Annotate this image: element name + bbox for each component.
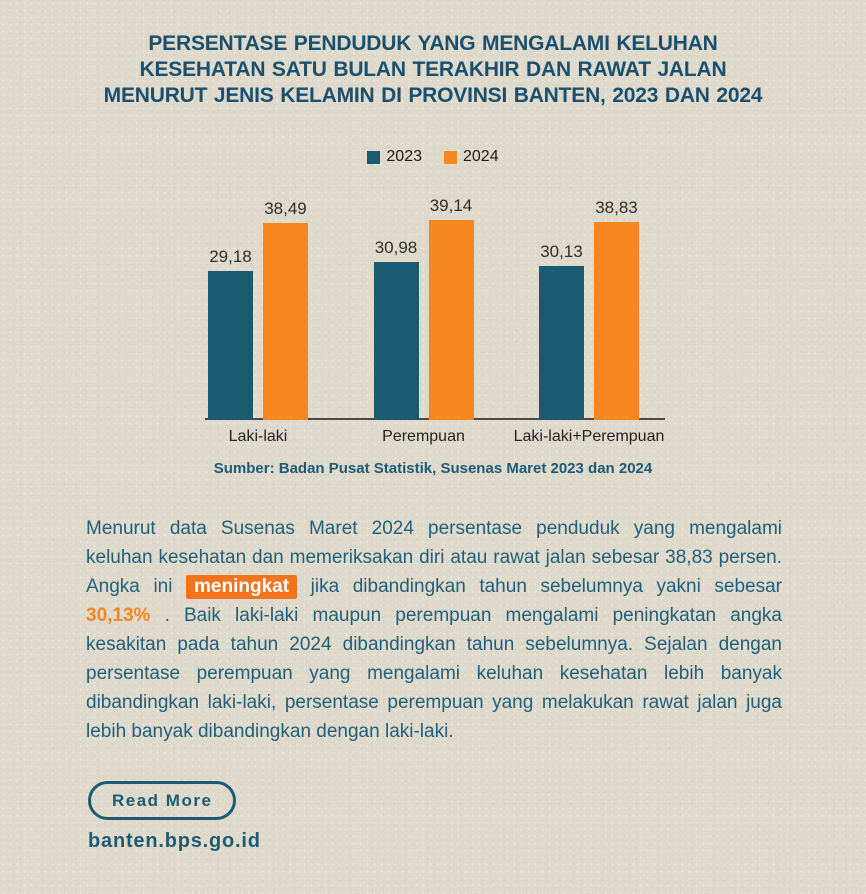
highlight-meningkat: meningkat <box>186 575 297 599</box>
x-axis-label-perempuan: Perempuan <box>382 428 465 445</box>
bar-2023-perempuan <box>374 262 419 420</box>
legend-item-2024 <box>444 148 499 166</box>
bar-2024-laki-laki-perempuan <box>594 222 639 420</box>
bar-col-2024-laki-laki <box>263 199 308 420</box>
x-axis-label-laki-laki-perempuan: Laki-laki+Perempuan <box>513 428 665 445</box>
bar-group-laki-laki <box>208 199 308 420</box>
legend-swatch-2024 <box>444 151 457 164</box>
bar-2024-laki-laki <box>263 223 308 420</box>
page-title-line-2: KESEHATAN SATU BULAN TERAKHIR DAN RAWAT JALAN <box>139 58 727 81</box>
legend-label-2024: 2024 <box>463 148 499 165</box>
chart-legend <box>0 148 866 166</box>
bar-col-2024-laki-laki-perempuan <box>594 198 639 420</box>
bar-2024-perempuan <box>429 220 474 420</box>
legend-label-2023: 2023 <box>386 148 422 165</box>
page-title-line-3: MENURUT JENIS KELAMIN DI PROVINSI BANTEN, 2023 DAN 2024 <box>103 84 763 107</box>
summary-text <box>86 514 782 746</box>
summary-part-2: jika dibandingkan tahun sebelumnya yakni sebesar <box>310 576 782 597</box>
legend-item-2023 <box>367 148 422 166</box>
page-title-line-1: PERSENTASE PENDUDUK YANG MENGALAMI KELUHAN <box>148 32 718 55</box>
bar-value-label: 30,13 <box>540 242 583 261</box>
summary-part-1: Menurut data Susenas Maret 2024 persentase penduduk yang mengalami keluhan kesehatan dan memeriksakan diri atau rawat jalan sebesar 38,83 persen. Angka ini <box>86 518 782 597</box>
bar-value-label: 38,83 <box>595 198 638 217</box>
bar-value-label: 39,14 <box>429 196 473 215</box>
bar-value-label: 30,98 <box>374 238 418 257</box>
bar-value-label: 29,18 <box>209 247 252 266</box>
bar-value-label: 38,49 <box>264 199 307 218</box>
legend-swatch-2023 <box>367 151 380 164</box>
website-link[interactable]: banten.bps.go.id <box>88 830 261 852</box>
source-note: Sumber: Badan Pusat Statistik, Susenas Maret 2023 dan 2024 <box>213 460 653 477</box>
bar-col-2023-perempuan <box>374 238 419 420</box>
bar-2023-laki-laki <box>208 271 253 420</box>
bar-chart <box>0 190 866 445</box>
bar-group-laki-laki-perempuan <box>539 198 639 420</box>
bar-group-perempuan <box>374 196 474 420</box>
bar-col-2023-laki-laki <box>208 247 253 420</box>
page-title <box>0 31 866 109</box>
percent-value: 30,13% <box>86 605 151 626</box>
bar-2023-laki-laki-perempuan <box>539 266 584 420</box>
summary-part-3: . Baik laki-laki maupun perempuan mengalami peningkatan angka kesakitan pada tahun 2024 dibandingkan tahun sebelumnya. Sejalan dengan persentase perempuan yang mengalami keluhan kesehatan lebih banyak dibandingkan laki-laki, persentase perempuan yang melakukan rawat jalan juga lebih banyak dibandingkan dengan laki-laki. <box>86 605 782 742</box>
bar-col-2024-perempuan <box>429 196 474 420</box>
x-axis-label-laki-laki: Laki-laki <box>228 428 288 445</box>
bar-col-2023-laki-laki-perempuan <box>539 242 584 420</box>
read-more-button[interactable]: Read More <box>88 781 236 820</box>
